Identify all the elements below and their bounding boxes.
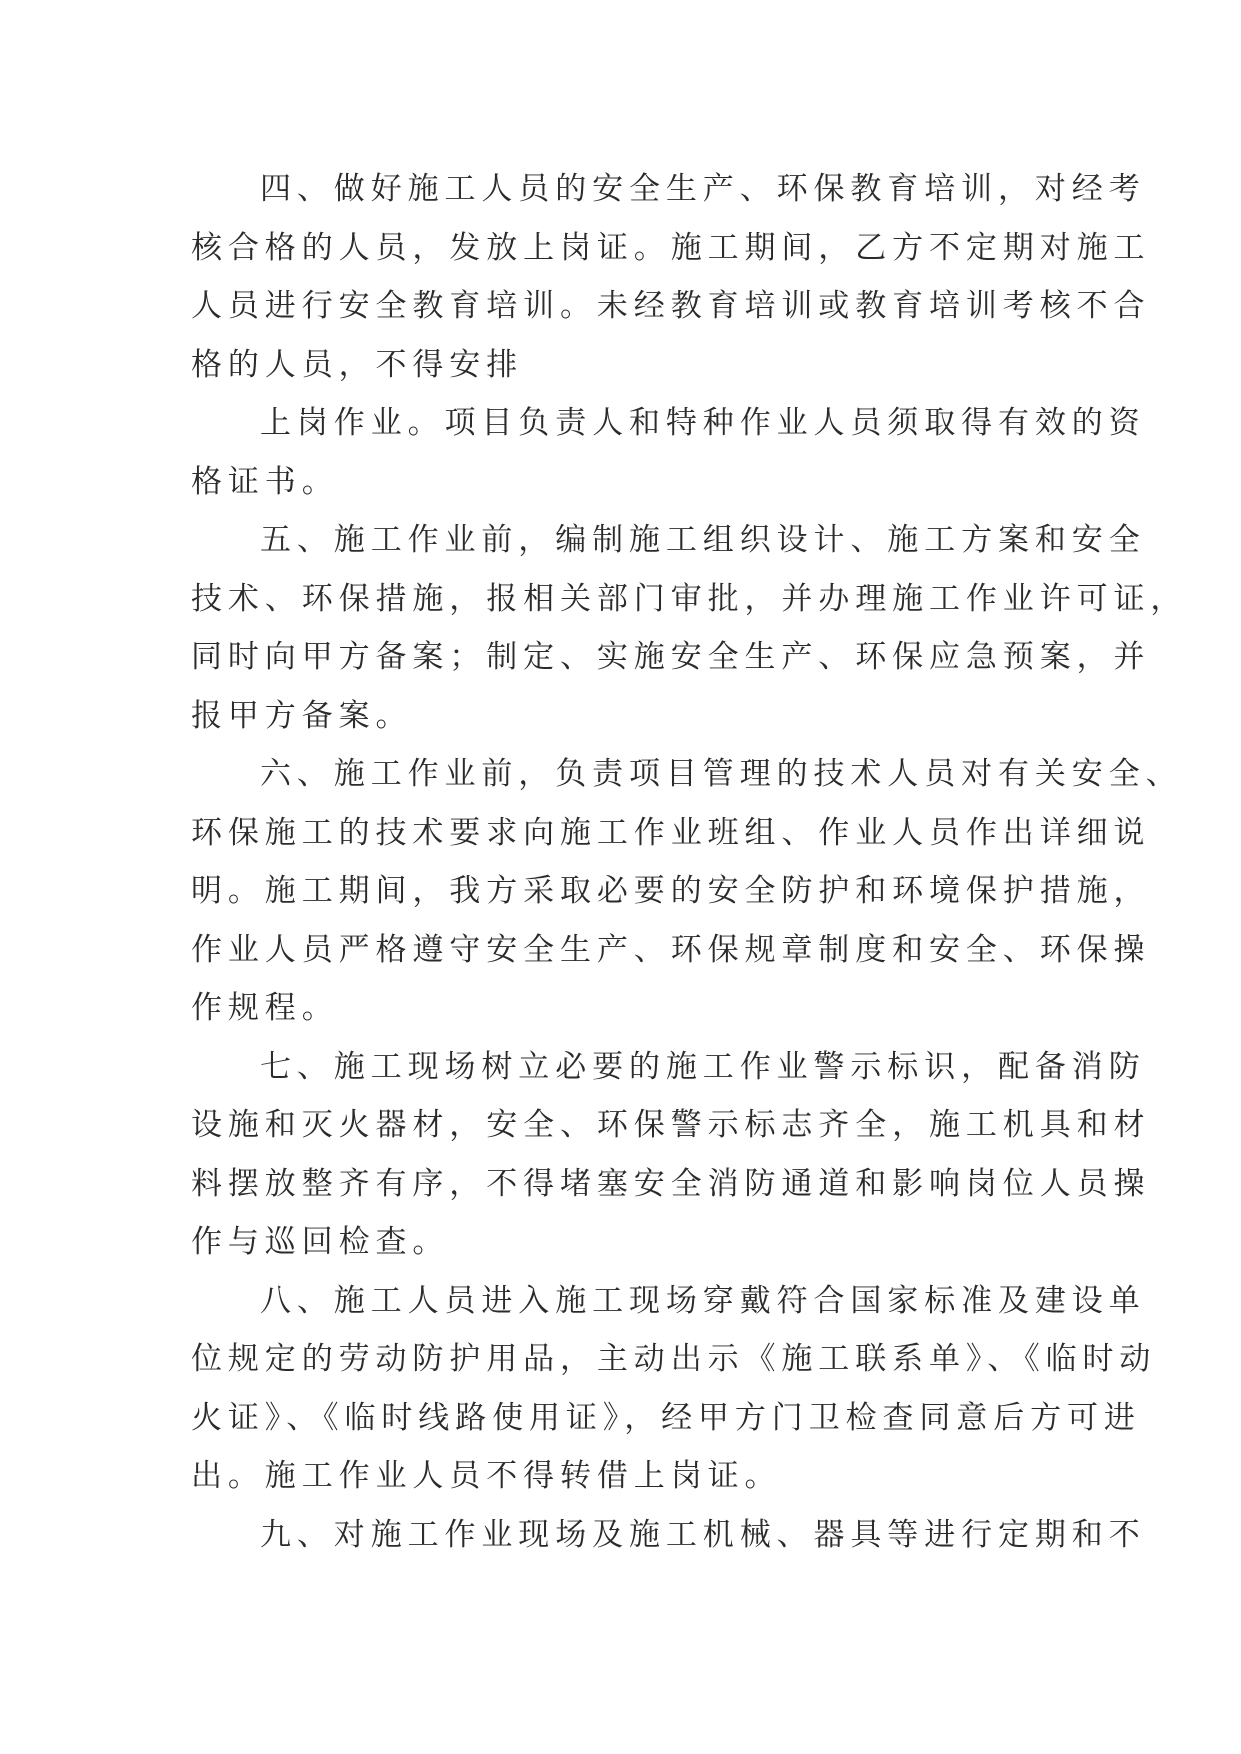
paragraph-line: 七、施工现场树立必要的施工作业警示标识，配备消防 xyxy=(260,1048,1146,1085)
paragraph-4 xyxy=(191,160,1151,394)
paragraph-line: 报甲方备案。 xyxy=(191,697,413,734)
paragraph-7 xyxy=(191,1038,1151,1272)
paragraph-line: 四、做好施工人员的安全生产、环保教育培训，对经考 xyxy=(260,171,1146,207)
paragraph-line: 格证书。 xyxy=(191,463,339,500)
paragraph-line: 作规程。 xyxy=(191,990,339,1026)
paragraph-line: 上岗作业。项目负责人和特种作业人员须取得有效的资 xyxy=(260,405,1146,441)
paragraph-6 xyxy=(191,745,1183,1038)
paragraph-4-continued xyxy=(191,394,1146,511)
paragraph-line: 作业人员严格遵守安全生产、环保规章制度和安全、环保操 xyxy=(191,931,1151,968)
paragraph-9 xyxy=(191,1506,1146,1565)
document-body xyxy=(191,160,1188,1564)
paragraph-line: 料摆放整齐有序，不得堵塞安全消防通道和影响岗位人员操 xyxy=(191,1165,1151,1202)
paragraph-line: 设施和灭火器材，安全、环保警示标志齐全，施工机具和材 xyxy=(191,1107,1151,1143)
paragraph-line: 位规定的劳动防护用品，主动出示《施工联系单》、《临时动 xyxy=(191,1341,1157,1377)
paragraph-line: 技术、环保措施，报相关部门审批，并办理施工作业许可证， xyxy=(191,580,1188,617)
paragraph-line: 明。施工期间，我方采取必要的安全防护和环境保护措施， xyxy=(191,873,1151,909)
paragraph-line: 作与巡回检查。 xyxy=(191,1224,450,1260)
paragraph-line: 九、对施工作业现场及施工机械、器具等进行定期和不 xyxy=(260,1516,1146,1553)
paragraph-line: 六、施工作业前，负责项目管理的技术人员对有关安全、 xyxy=(260,756,1183,792)
paragraph-line: 格的人员，不得安排 xyxy=(191,346,524,383)
paragraph-line: 五、施工作业前，编制施工组织设计、施工方案和安全 xyxy=(260,522,1146,558)
paragraph-line: 同时向甲方备案；制定、实施安全生产、环保应急预案，并 xyxy=(191,639,1151,675)
paragraph-line: 火证》、《临时线路使用证》，经甲方门卫检查同意后方可进 xyxy=(191,1399,1141,1436)
paragraph-5 xyxy=(191,511,1188,745)
paragraph-line: 出。施工作业人员不得转借上岗证。 xyxy=(191,1458,782,1494)
paragraph-8 xyxy=(191,1272,1157,1506)
paragraph-line: 八、施工人员进入施工现场穿戴符合国家标准及建设单 xyxy=(260,1282,1146,1319)
paragraph-line: 核合格的人员，发放上岗证。施工期间，乙方不定期对施工 xyxy=(191,229,1151,266)
paragraph-line: 人员进行安全教育培训。未经教育培训或教育培训考核不合 xyxy=(191,288,1151,324)
paragraph-line: 环保施工的技术要求向施工作业班组、作业人员作出详细说 xyxy=(191,814,1151,851)
